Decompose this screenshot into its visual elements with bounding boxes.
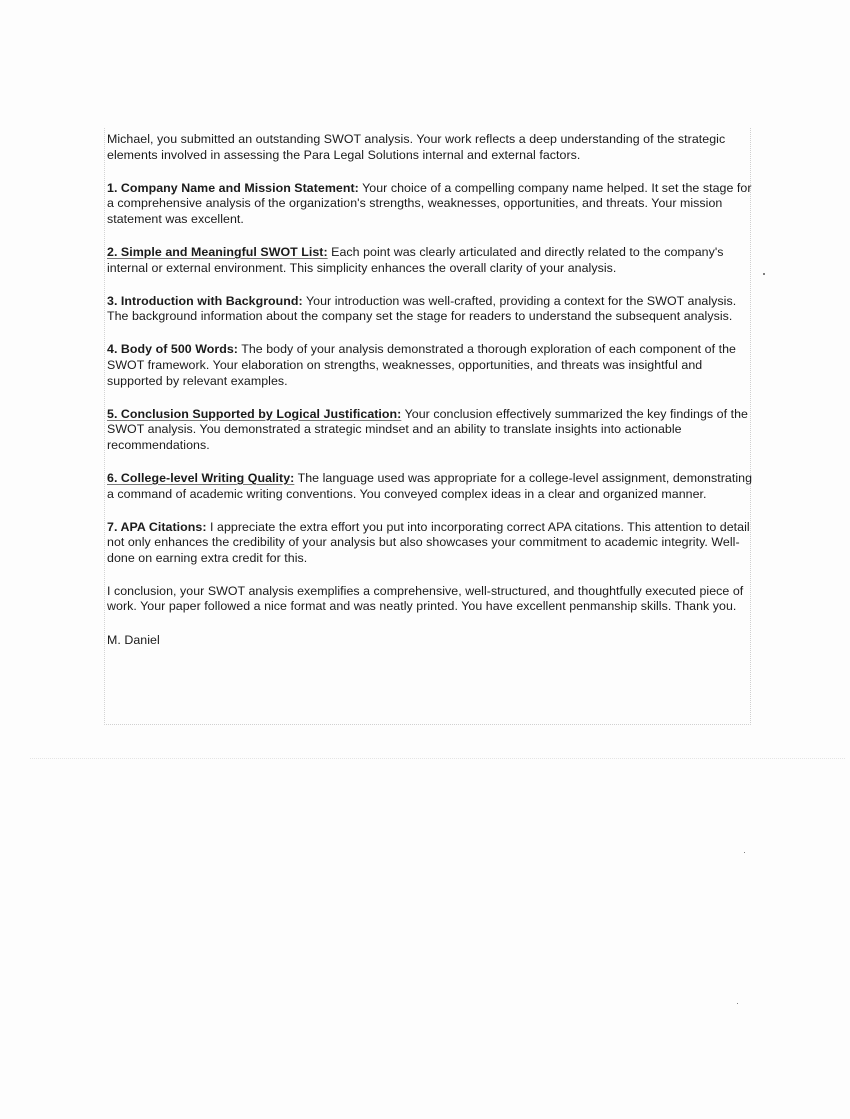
section-heading: 3. Introduction with Background: (107, 293, 303, 308)
section-body: Your choice of a compelling company name helped. It set the stage for a comprehensive analysis of the organization's strengths, weaknesses, opportunities, and threats. Your mission statement was excellent. (107, 180, 752, 226)
section-body-words (107, 342, 752, 389)
section-apa-citations (107, 520, 752, 567)
section-heading: 5. Conclusion Supported by Logical Justification: (107, 406, 402, 421)
scan-speck (744, 852, 745, 853)
section-heading: 6. College-level Writing Quality: (107, 470, 295, 485)
section-heading: 2. Simple and Meaningful SWOT List: (107, 244, 328, 259)
scan-speck (763, 273, 765, 275)
section-body: Your introduction was well-crafted, providing a context for the SWOT analysis. The background information about the company set the stage for readers to understand the subsequent analysis. (107, 293, 737, 324)
section-heading: 4. Body of 500 Words: (107, 342, 238, 357)
section-body: The language used was appropriate for a college-level assignment, demonstrating a command of academic writing conventions. You conveyed complex ideas in a clear and organized manner. (107, 470, 753, 501)
section-body: The body of your analysis demonstrated a thorough exploration of each component of the SWOT framework. Your elaboration on strengths, weaknesses, opportunities, and threats was insightful and supported by relevant examples. (107, 342, 736, 388)
closing-paragraph: I conclusion, your SWOT analysis exemplifies a comprehensive, well-structured, and thoughtfully executed piece of work. Your paper followed a nice format and was neatly printed. You have excellent penmanship skills. Thank you. (107, 583, 744, 614)
scan-artifact-line (30, 758, 845, 759)
section-conclusion (107, 407, 752, 454)
section-introduction (107, 294, 752, 325)
intro-paragraph: Michael, you submitted an outstanding SWOT analysis. Your work reflects a deep understanding of the strategic elements involved in assessing the Para Legal Solutions internal and external factors. (107, 132, 726, 162)
section-company-name (107, 181, 752, 228)
scan-speck (737, 1003, 738, 1004)
section-writing-quality (107, 471, 752, 502)
section-body: Your conclusion effectively summarized the key findings of the SWOT analysis. You demonstrated a strategic mindset and an ability to translate insights into actionable recommendations. (107, 406, 748, 452)
feedback-letter (107, 132, 752, 648)
section-heading: 1. Company Name and Mission Statement: (107, 180, 359, 195)
section-swot-list (107, 245, 752, 276)
signature: M. Daniel (107, 632, 160, 647)
section-heading: 7. APA Citations: (107, 519, 207, 534)
section-body: Each point was clearly articulated and directly related to the company's internal or external environment. This simplicity enhances the overall clarity of your analysis. (107, 244, 724, 275)
section-body: I appreciate the extra effort you put into incorporating correct APA citations. This attention to detail not only enhances the credibility of your analysis but also showcases your commitment to academic integrity. Well-done on earning extra credit for this. (107, 519, 750, 565)
